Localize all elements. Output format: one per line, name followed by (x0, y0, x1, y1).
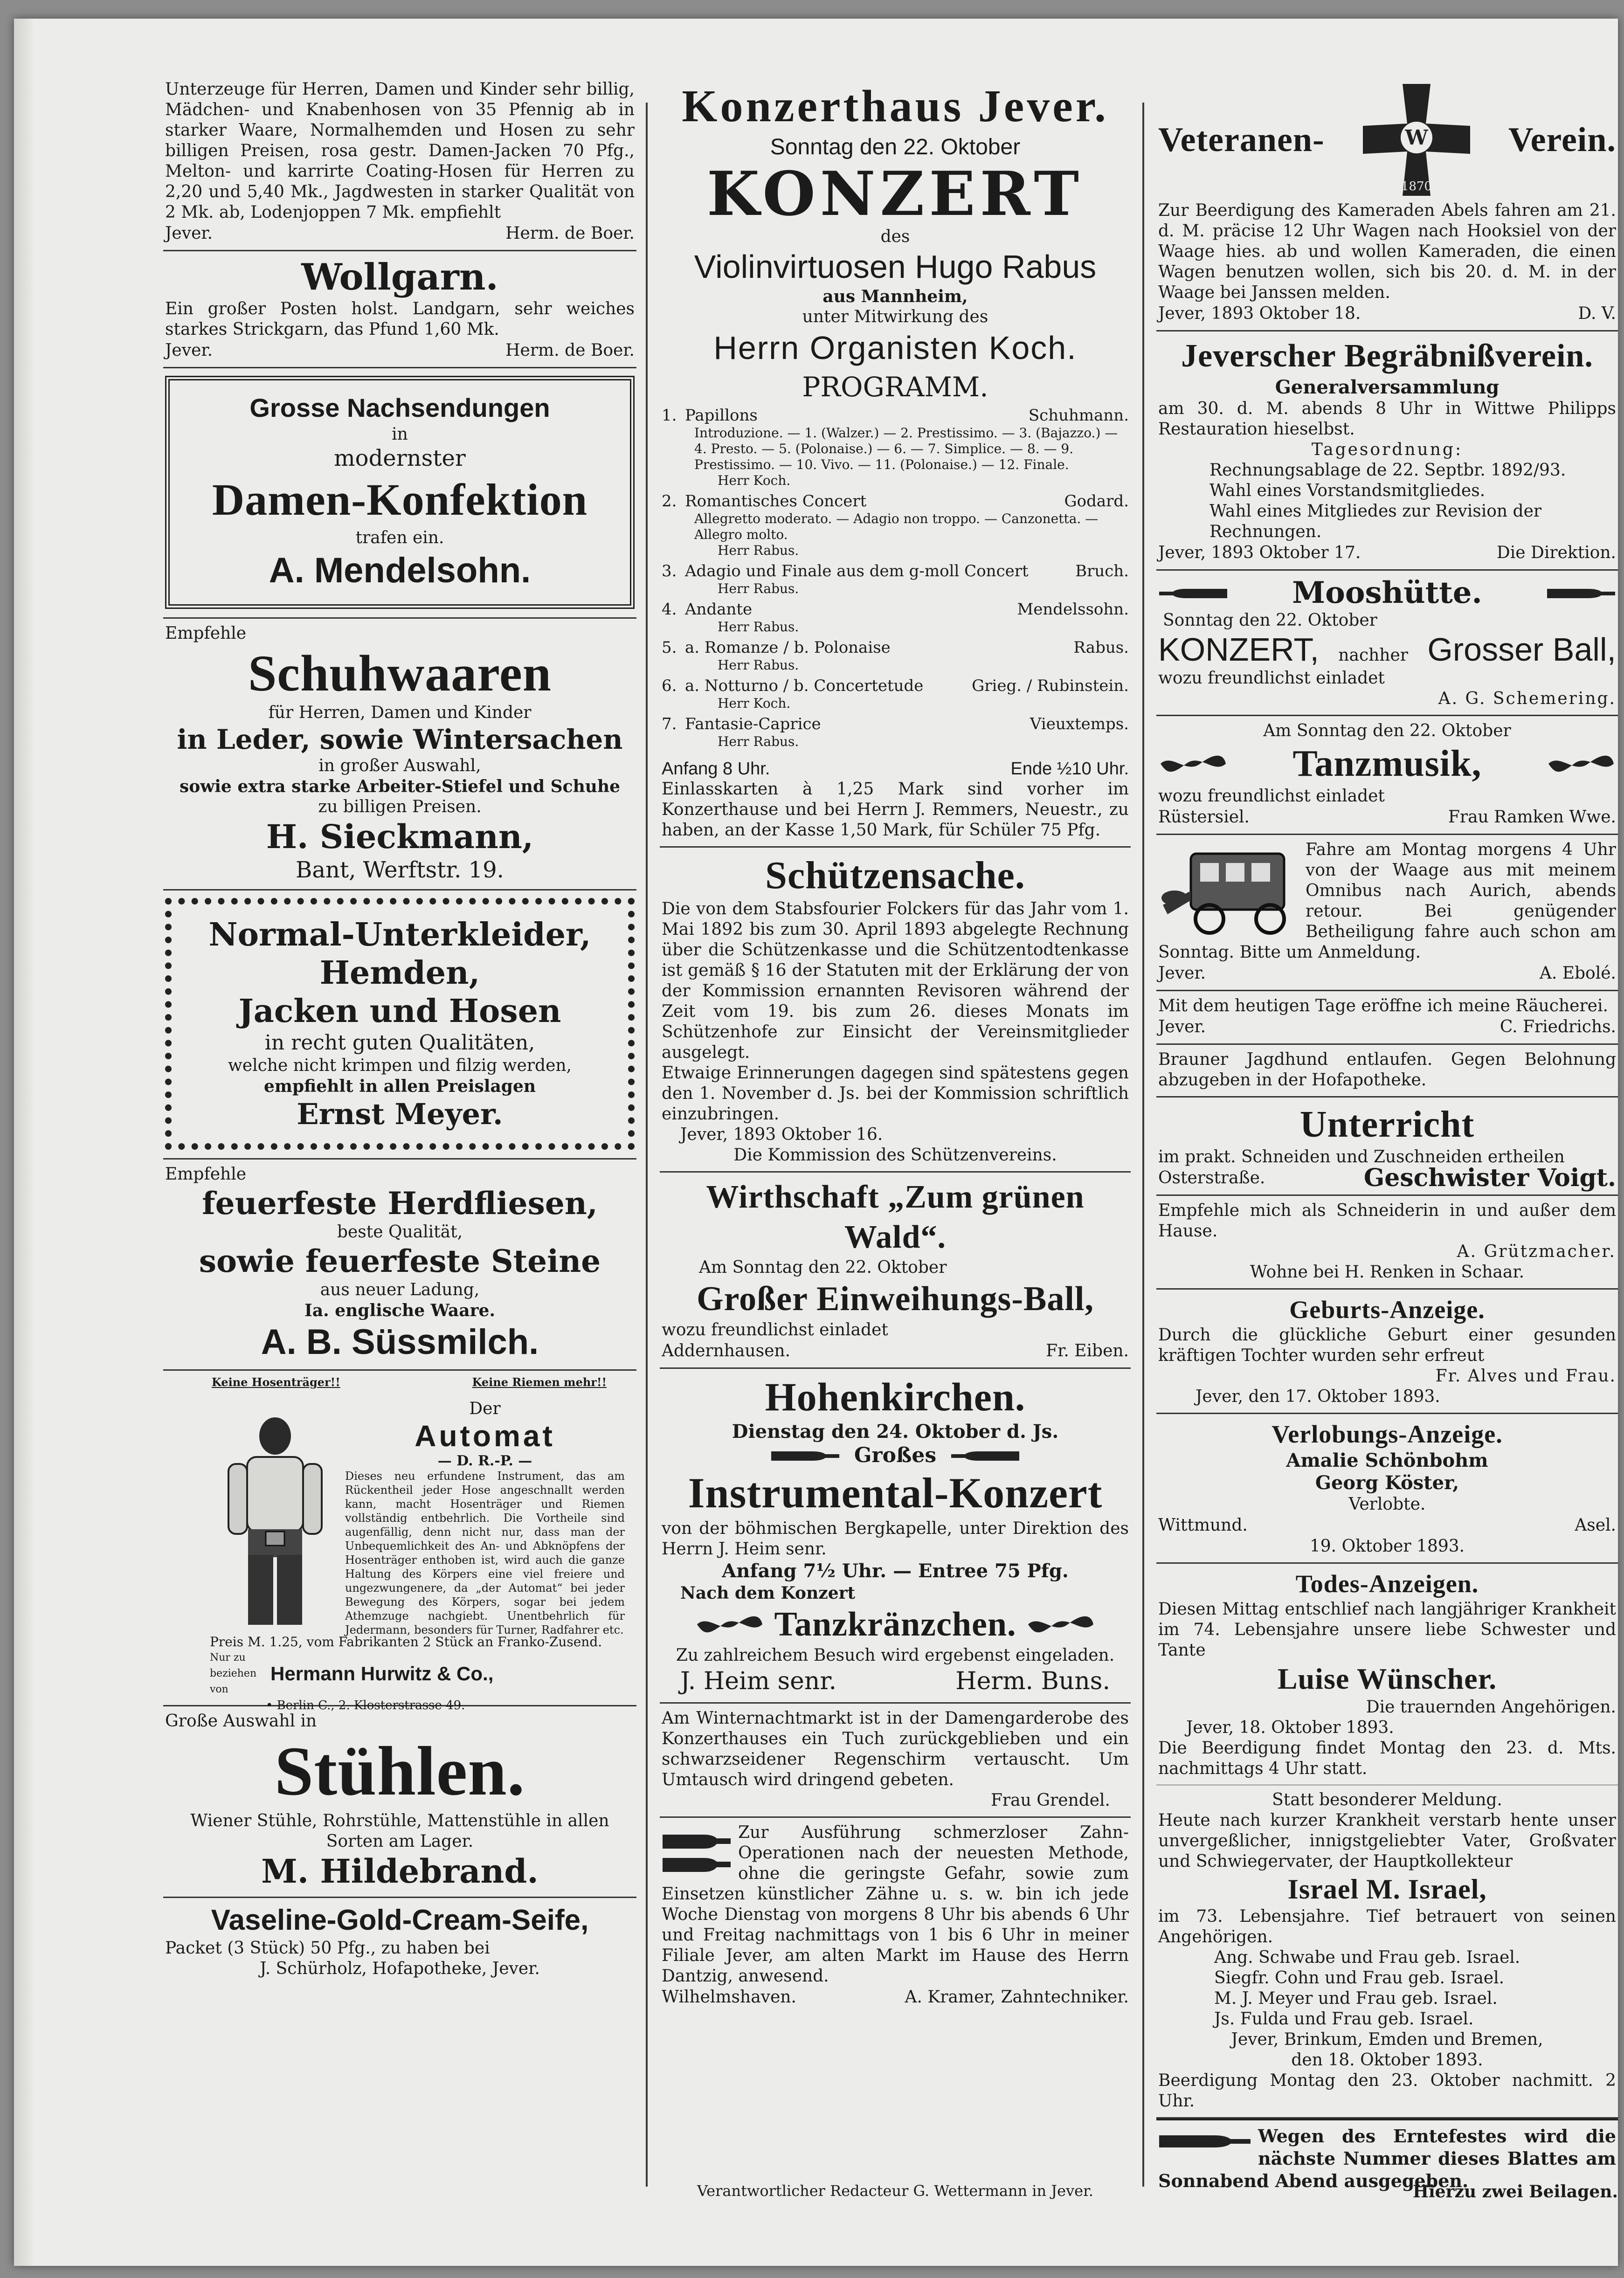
ad-headline: Tanzmusik, (1292, 743, 1482, 784)
ad-place: Jever. (165, 341, 213, 360)
ad-jagdhund (1156, 1045, 1618, 1098)
ad-place: Jever, Brinkum, Emden und Bremen, (1231, 2030, 1543, 2049)
ad-text: Beerdigung Montag den 23. Oktober nachmitt. 2 Uhr. (1158, 2071, 1616, 2111)
ad-line: Sonntag den 22. Oktober (1163, 611, 1377, 630)
ad-line: Wahl eines Vorstandsmitgliedes. (1209, 481, 1486, 500)
program-item-line (662, 714, 1129, 734)
program-item (662, 491, 1129, 559)
ad-text: Zur Ausführung schmerzloser Zahn-Operationen nach der neuesten Methode, ohne die geringste Gefahr, sowie zum Einsetzen künstlicher Zähne u. s. w. bin ich jede Woche Dienstag von morgens 8 Uhr bis abends 6 Uhr und Freitag nachmittags von 1 bis 6 Uhr in meiner Filiale Jever, am alten Markt im Hause des Herrn Dantzig, anwesend. (662, 1823, 1129, 1986)
ad-begraebnisverein (1156, 331, 1618, 571)
relative-entry: M. J. Meyer und Frau geb. Israel. (1214, 1989, 1498, 2008)
ad-place: Jever. (1158, 1017, 1206, 1036)
program-composer: Grieg. / Rubinstein. (972, 676, 1129, 695)
ad-text: Wegen des Erntefestes wird die nächste Nummer dieses Blattes am Sonnabend Abend ausgegeben. (1158, 2126, 1616, 2191)
ad-line: wozu freundlichst einladet (1158, 787, 1385, 806)
ad-text: Brauner Jagdhund entlaufen. Gegen Belohnung abzugeben in der Hofapotheke. (1158, 1050, 1616, 1090)
column-2 (660, 75, 1131, 2219)
program-left (662, 600, 752, 619)
ad-raeucherei (1156, 991, 1618, 1045)
ad-headline: sowie feuerfeste Steine (199, 1243, 601, 1279)
ad-line: Tagesordnung: (1311, 440, 1463, 459)
tanz-row (662, 1603, 1129, 1645)
page-edge (14, 19, 33, 2266)
ad-geburt (1156, 1290, 1618, 1414)
program-item-line (662, 638, 1129, 657)
ad-line: trafen ein. (355, 528, 444, 547)
ornament-icon (1158, 753, 1228, 774)
program-item (662, 406, 1129, 489)
ad-price: Preis M. 1.25, vom Fabrikanten 2 Stück an Franko-Zusend. (210, 1634, 602, 1650)
program-performer: Herr Koch. (718, 696, 791, 711)
ad-unterricht (1156, 1098, 1618, 1196)
ad-headline: Normal-Unterkleider, (208, 916, 591, 953)
ad-signature: M. Hildebrand. (261, 1852, 539, 1891)
ad-line: modernster (334, 445, 466, 471)
editor-footer: Verantwortlicher Redacteur G. Wettermann in Jever. (697, 2182, 1094, 2200)
ad-todesanzeige-wuenscher (1156, 1564, 1618, 1785)
program-left (662, 638, 891, 657)
ad-veteranen-verein (1156, 75, 1618, 331)
ad-headline: Tanzkränzchen. (774, 1605, 1016, 1643)
ad-line: in recht guten Qualitäten, (264, 1031, 535, 1055)
program-composer: Mendelssohn. (1017, 600, 1129, 619)
ad-signature: Herm. de Boer. (505, 224, 635, 243)
man-with-trousers-illustration (219, 1413, 331, 1632)
ad-headline: KONZERT (706, 158, 1084, 229)
ad-signature-row (1158, 542, 1616, 564)
ad-line: wozu freundlichst einladet (1158, 669, 1385, 688)
ad-line: Anfang 7½ Uhr. — Entree 75 Pfg. (722, 1560, 1069, 1582)
ad-signature: Frau Ramken Wwe. (1448, 808, 1616, 827)
ornament-icon (695, 1614, 765, 1635)
ad-headline: Geburts-Anzeige. (1289, 1296, 1485, 1324)
program-performer: Herr Rabus. (718, 581, 799, 596)
program-left (662, 491, 866, 511)
program-performer: Herr Rabus. (718, 657, 799, 673)
program-composer: Rabus. (1073, 638, 1129, 657)
ad-place-row (1158, 1515, 1616, 1536)
ad-line: aus neuer Ladung, (320, 1280, 480, 1299)
program-number: 1. (662, 406, 677, 425)
ad-vaseline (163, 1898, 636, 1985)
ad-signature-row (165, 340, 635, 361)
omnibus-illustration (1158, 840, 1298, 938)
ad-place: Rüstersiel. (1158, 808, 1250, 827)
ad-headline: Automat (415, 1419, 555, 1453)
ad-place: Jever. (165, 224, 213, 243)
relative-entry: Siegfr. Cohn und Frau geb. Israel. (1214, 1968, 1505, 1988)
pointing-hand-icon (950, 1445, 1020, 1466)
start-time: Anfang 8 Uhr. (662, 759, 770, 779)
ad-line: Statt besonderer Meldung. (1272, 1790, 1502, 1809)
ad-signature-row (1158, 303, 1616, 324)
moos-header (1158, 575, 1616, 610)
ad-text: Empfehle mich als Schneiderin in und außer dem Hause. (1158, 1201, 1616, 1241)
program-item (662, 714, 1129, 750)
ad-concert-rabus (660, 75, 1131, 848)
ad-text: Zur Beerdigung des Kameraden Abels fahren am 21. d. M. präcise 12 Uhr Wagen nach Hooksiel von der Waage hies. ab und wollen Kameraden, die einen Wagen benutzen wollen, sich bis 20. d. M. in der Waage bei Janssen melden. (1158, 201, 1616, 302)
program-piece: Adagio und Finale aus dem g-moll Concert (685, 562, 1029, 580)
ad-date: Jever, 1893 Oktober 18. (1158, 304, 1361, 323)
ad-line: Herrn Organisten Koch. (713, 330, 1077, 366)
ad-line: nachher (1338, 646, 1408, 665)
ad-date: den 18. Oktober 1893. (1291, 2050, 1483, 2070)
relatives-list (1158, 1947, 1616, 2029)
ad-line: in Leder, sowie Wintersachen (177, 724, 623, 755)
ad-line: sowie extra starke Arbeiter-Stiefel und Schuhe (179, 777, 621, 796)
ad-headline: Schuhwaaren (248, 645, 552, 702)
ad-suessmilch (163, 1160, 636, 1371)
ad-omnibus (1156, 835, 1618, 991)
ad-place: Wilhelmshaven. (662, 1988, 796, 2007)
ad-line: für Herren, Damen und Kinder (268, 703, 532, 722)
ad-date: Jever, 1893 Oktober 17. (1158, 543, 1361, 562)
ad-footer (210, 1634, 629, 1713)
ad-mendelsohn (163, 368, 636, 619)
moos-program (1158, 631, 1616, 668)
ad-line: Violinvirtuosen Hugo Rabus (694, 249, 1097, 285)
ad-signature-row (662, 1666, 1129, 1697)
ad-signature: H. Sieckmann, (266, 817, 534, 856)
ad-automat (163, 1371, 636, 1712)
ad-place: Wittmund. (1158, 1516, 1248, 1535)
ad-headline: Damen-Konfektion (212, 475, 588, 525)
ad-line: Keine Hosenträger!! (212, 1375, 340, 1389)
program-number: 2. (662, 492, 677, 511)
ad-place: Osterstraße. (1158, 1168, 1265, 1187)
ad-headline: Unterricht (1299, 1104, 1475, 1145)
ad-underwear-de-boer (163, 75, 636, 251)
ad-text: von der böhmischen Bergkapelle, unter Direktion des Herrn J. Heim senr. (662, 1519, 1129, 1559)
ad-headline: Todes-Anzeigen. (1295, 1570, 1479, 1598)
ad-signature: Fr. Eiben. (1046, 1341, 1129, 1360)
ornament-icon (1546, 753, 1616, 774)
program-movements: Allegretto moderato. — Adagio non troppo. — Canzonetta. — Allegro molto. (694, 511, 1099, 542)
ad-zahntechniker (660, 1818, 1131, 2014)
ad-ernst-meyer (163, 890, 636, 1160)
ad-signature: D. V. (1578, 304, 1616, 323)
ad-address: Bant, Werftstr. 19. (296, 857, 504, 883)
ad-line: Keine Riemen mehr!! (472, 1375, 607, 1389)
ad-line: Rechnungsablage de 22. Septbr. 1892/93. (1209, 461, 1566, 480)
ad-signature-row (1158, 1164, 1616, 1192)
program-item (662, 676, 1129, 711)
ad-line: welche nicht krimpen und filzig werden, (228, 1056, 572, 1075)
ad-address: • Berlin C., 2. Klosterstrasse 49. (266, 1698, 465, 1712)
ad-name: Georg Köster, (1315, 1472, 1459, 1494)
program-item-line (662, 676, 1129, 696)
ad-line: Generalversammlung (1275, 376, 1500, 398)
ad-text: Durch die glückliche Geburt einer gesunden kräftigen Tochter wurden sehr erfreut (1158, 1325, 1616, 1365)
ad-place: Asel. (1575, 1516, 1616, 1535)
program-item (662, 561, 1129, 597)
tanz-header (1158, 741, 1616, 786)
ad-date: Jever, 18. Oktober 1893. (1186, 1718, 1394, 1737)
ad-headline: Hohenkirchen. (765, 1374, 1026, 1419)
pointing-hand-icon (1158, 582, 1228, 604)
ad-line: in (392, 425, 408, 444)
ad-schneiderin (1156, 1196, 1618, 1290)
ad-headline: Hemden, (319, 954, 480, 992)
program-item-line (662, 561, 1129, 581)
ad-signature: Fr. Alves und Frau. (1435, 1367, 1616, 1386)
ad-line: Nur zu beziehen von (210, 1652, 257, 1695)
ad-hohenkirchen (660, 1369, 1131, 1704)
ad-body (345, 1399, 625, 1637)
ad-text: am 30. d. M. abends 8 Uhr in Wittwe Philipps Restauration hieselbst. (1158, 399, 1616, 439)
ad-text: Fahre am Montag morgens 4 Uhr von der Waage aus mit meinem Omnibus nach Aurich, abends retour. Bei genügender Betheiligung fahre auch schon am Sonntag. Bitte um Anmeldung. (1158, 840, 1616, 962)
ad-line: Sonntag den 22. Oktober (770, 135, 1021, 159)
ad-headline: Instrumental-Konzert (688, 1469, 1103, 1517)
ad-signature: A. Ebolé. (1539, 964, 1616, 983)
ad-text: Etwaige Erinnerungen dagegen sind spätestens gegen den 1. November d. Js. bei der Kommission schriftlich einzubringen. (662, 1063, 1129, 1124)
ad-signature: Herm. de Boer. (505, 341, 635, 360)
ad-text: Die von dem Stabsfourier Folckers für das Jahr vom 1. Mai 1892 bis zum 30. April 1893 abgelegte Rechnung über die Schützenkasse und die Schützentodtenkasse ist gemäß § 16 der Statuten mit der Erklärung der von der Kommission ernannten Revisoren während der Zeit vom 19. bis zum 26. dieses Monats im Schützenhofe zur Einsicht der Vereinsmitglieder ausgelegt. (662, 899, 1129, 1062)
ad-signature: Die Kommission des Schützenvereins. (733, 1146, 1057, 1165)
program-piece: Romantisches Concert (685, 492, 867, 511)
ad-signature: Geschwister Voigt. (1363, 1164, 1616, 1192)
ad-headline: Verlobungs-Anzeige. (1272, 1420, 1503, 1448)
pointing-hand-icon (662, 1825, 732, 1881)
program-item (662, 600, 1129, 635)
ad-headline: feuerfeste Herdfliesen, (202, 1185, 598, 1222)
ad-line: Packet (3 Stück) 50 Pfg., zu haben bei (165, 1939, 490, 1958)
ad-todesanzeige-israel (1156, 1785, 1618, 2119)
program-list (662, 406, 1129, 750)
ad-text: Diesen Mittag entschlief nach langjähriger Krankheit im 74. Lebensjahre unsere liebe Schwester und Tante (1158, 1600, 1616, 1660)
program-number: 4. (662, 600, 677, 619)
ad-headline: Mooshütte. (1292, 575, 1482, 610)
ad-headline: Verein. (1508, 120, 1616, 159)
ad-date: Jever, 1893 Oktober 16. (680, 1125, 883, 1144)
program-item-line (662, 491, 1129, 511)
ad-signature: Frau Grendel. (990, 1791, 1110, 1810)
program-number: 3. (662, 562, 677, 580)
cross-letter: W (1405, 126, 1428, 150)
program-performer: Herr Rabus. (718, 619, 799, 635)
ad-name: Luise Wünscher. (1277, 1662, 1497, 1695)
ad-signature: Die Direktion. (1496, 543, 1616, 562)
ad-name: Amalie Schönbohm (1286, 1450, 1488, 1471)
ad-line: aus Mannheim, (822, 287, 968, 306)
program-left (662, 406, 758, 425)
ad-text: Mit dem heutigen Tage eröffne ich meine Räucherei. (1158, 996, 1608, 1015)
ad-text: Die Beerdigung findet Montag den 23. d. Mts. nachmittags 4 Uhr statt. (1158, 1739, 1616, 1778)
column-3 (1156, 75, 1618, 2219)
end-time: Ende ½10 Uhr. (1010, 759, 1129, 779)
program-number: 5. (662, 638, 677, 657)
ad-headline: Stühlen. (274, 1733, 525, 1810)
ad-signature: C. Friedrichs. (1500, 1017, 1616, 1036)
ad-headline: Grosser Ball, (1427, 631, 1616, 668)
ad-line: Empfehle (165, 1165, 247, 1184)
ad-signature: A. Mendelsohn. (269, 551, 531, 590)
ad-signature-row (165, 223, 635, 244)
ad-line: zu billigen Preisen. (318, 797, 482, 816)
program-item-line (662, 600, 1129, 619)
ad-headline: Wirthschaft „Zum grünen Wald“. (706, 1179, 1085, 1255)
program-performer: Herr Rabus. (718, 734, 799, 749)
ad-signature: A. Grützmacher. (1457, 1242, 1616, 1261)
ad-headline: KONZERT, (1158, 631, 1319, 668)
ornamental-frame (165, 376, 635, 609)
ad-line: Am Sonntag den 22. Oktober (699, 1258, 947, 1277)
program-number: 7. (662, 715, 677, 733)
ad-line: wozu freundlichst einladet (662, 1320, 888, 1339)
ad-text: Dieses neu erfundene Instrument, das am Rückentheil jeder Hose angeschnallt werden kann, macht Hosenträger und Riemen vollständig entbehrlich. Die Vortheile sind augenfällig, denn nicht nur, dass man der Unbequemlichkeit des An- und Abknöpfens der Hosenträger enthoben ist, wird auch die ganze Haltung des Körpers eine viel freiere und ungezwungenere, da „der Automat“ bei jeder Bewegung des Körpers, sogar bei jedem Athemzuge nachgiebt. Unentbehrlich für Jedermann, besonders für Turner, Radfahrer etc. (345, 1470, 625, 1636)
ad-headline: Schützensache. (765, 854, 1025, 897)
column-rule (646, 103, 648, 2187)
ad-schuetzensache (660, 848, 1131, 1173)
relative-entry: Js. Fulda und Frau geb. Israel. (1214, 2009, 1474, 2029)
ad-line: beste Qualität, (337, 1222, 463, 1242)
ad-verlobung (1156, 1414, 1618, 1564)
ad-title: Wollgarn. (301, 256, 498, 298)
ad-signature: A. B. Süssmilch. (261, 1322, 539, 1362)
program-piece: Fantasie-Caprice (685, 715, 821, 733)
concert-times (662, 759, 1129, 779)
ad-sieckmann (163, 619, 636, 890)
ad-signature-row (1158, 963, 1616, 984)
pointing-hand-icon (770, 1445, 840, 1466)
ad-date: 19. Oktober 1893. (1309, 1537, 1465, 1556)
ad-line: im prakt. Schneiden und Zuschneiden ertheilen (1158, 1147, 1565, 1167)
ad-text: Unterzeuge für Herren, Damen und Kinder sehr billig, Mädchen- und Knabenhosen von 35 Pfennig ab in starker Waare, Normalhemden und Hosen zu sehr billigen Preisen, rosa gestr. Damen-Jacken 70 Pfg., Melton- und karrirte Coating-Hosen für Herren zu 2,20 und 5,40 Mk., Jagdwesten in starker Qualität von 2 Mk. ab, Lodenjoppen 7 Mk. empfiehlt (165, 80, 635, 222)
ad-headline: Großer Einweihungs-Ball, (697, 1280, 1094, 1318)
ad-headline: Vaseline-Gold-Cream-Seife, (211, 1904, 589, 1936)
program-title: PROGRAMM. (802, 371, 988, 403)
ad-text: Am Winternachtmarkt ist in der Damengarderobe des Konzerthauses ein Tuch zurückgeblieben und ein schwarzseidener Regenschirm vertauscht. Um Umtausch wird dringend gebeten. (662, 1709, 1129, 1789)
ad-regenschirm (660, 1704, 1131, 1818)
ad-line: Große Auswahl in (165, 1712, 317, 1731)
ad-line: Zu zahlreichem Besuch wird ergebenst eingeladen. (676, 1646, 1115, 1665)
ad-line: Wohne bei H. Renken in Schaar. (1250, 1263, 1525, 1282)
program-movements: Introduzione. — 1. (Walzer.) — 2. Prestissimo. — 3. (Bajazzo.) — 4. Presto. — 5. (Polonaise.) — 6. — 7. Simplice. — 8. — 9. Prestissimo. — 10. Vivo. — 11. (Polonaise.) — 12. Finale. (694, 425, 1118, 472)
ad-text: Heute nach kurzer Krankheit verstarb hente unser unvergeßlicher, innigstgeliebter Vater, Großvater und Schwiegervater, der Hauptkollekteur (1158, 1811, 1616, 1871)
ad-text: im 73. Lebensjahre. Tief betrauert von seinen Angehörigen. (1158, 1907, 1616, 1947)
ad-firm-row (210, 1650, 629, 1698)
program-number: 6. (662, 676, 677, 695)
ad-signature: A. G. Schemering. (1438, 689, 1616, 708)
ad-signature: Hermann Hurwitz & Co., (270, 1663, 494, 1684)
ticket-info: Einlasskarten à 1,25 Mark sind vorher im Konzerthause und bei Herrn J. Remmers, Neuestr., zu haben, an der Kasse 1,50 Mark, für Schüler 75 Pfg. (662, 780, 1129, 840)
ad-wollgarn (163, 251, 636, 368)
program-piece: Papillons (685, 406, 758, 425)
ad-name: Israel M. Israel, (1287, 1874, 1487, 1905)
ad-line: empfiehlt in allen Preislagen (263, 1077, 536, 1096)
ad-date: Jever, den 17. Oktober 1893. (1196, 1387, 1440, 1406)
ad-line: unter Mitwirkung des (802, 307, 988, 326)
ad-signature: J. Schürholz, Hofapotheke, Jever. (260, 1959, 540, 1978)
ad-signature-row (662, 1987, 1129, 2008)
program-piece: Andante (685, 600, 753, 619)
ad-line: Verlobte. (1348, 1495, 1426, 1514)
ad-headline: Jeverscher Begräbnißverein. (1181, 338, 1593, 374)
program-composer: Vieuxtemps. (1030, 715, 1129, 733)
hands-row (662, 1443, 1129, 1467)
ad-headline: Jacken und Hosen (238, 993, 561, 1030)
ornamental-frame (165, 898, 635, 1150)
newspaper-page (14, 19, 1618, 2266)
cross-year: 1870 (1401, 179, 1432, 193)
ad-signature: A. Kramer, Zahntechniker. (905, 1988, 1129, 2007)
ad-line: Großes (854, 1443, 937, 1467)
ad-mooshuette (1156, 571, 1618, 716)
program-left (662, 714, 821, 734)
pointing-hand-icon (1158, 2127, 1251, 2155)
program-left (662, 561, 1029, 581)
program-composer: Bruch. (1075, 562, 1129, 580)
ad-text: Wiener Stühle, Rohrstühle, Mattenstühle in allen Sorten am Lager. (190, 1811, 609, 1851)
ad-text: Ein großer Posten holst. Landgarn, sehr weiches starkes Strickgarn, das Pfund 1,60 Mk. (165, 299, 635, 339)
ad-line: in großer Auswahl, (318, 756, 481, 775)
relative-entry: Ang. Schwabe und Frau geb. Israel. (1214, 1948, 1520, 1967)
ad-line: — D. R.-P. — (437, 1453, 532, 1469)
veteran-header (1158, 79, 1616, 200)
iron-cross-icon (1356, 79, 1477, 200)
ornament-icon (1026, 1614, 1096, 1635)
ad-signature: Die trauernden Angehörigen. (1366, 1698, 1616, 1717)
ad-top-row (165, 1375, 635, 1389)
ad-signature: Herm. Buns. (955, 1667, 1110, 1695)
program-left (662, 676, 923, 696)
program-piece: a. Notturno / b. Concertetude (685, 676, 924, 695)
ad-place: Addernhausen. (662, 1341, 791, 1360)
ad-line: Empfehle (165, 624, 247, 643)
ad-line: Grosse Nachsendungen (249, 393, 550, 422)
ad-line: Dienstag den 24. Oktober d. Js. (732, 1421, 1059, 1443)
ad-line: Am Sonntag den 22. Oktober (1263, 721, 1511, 740)
ad-tanzmusik (1156, 716, 1618, 835)
ad-line: Nach dem Konzert (680, 1583, 856, 1603)
ad-signature-row (1158, 807, 1616, 828)
program-item (662, 638, 1129, 673)
program-piece: a. Romanze / b. Polonaise (685, 638, 891, 657)
ad-signature-row (1158, 1016, 1616, 1038)
ad-line: Wahl eines Mitgliedes zur Revision der Rechnungen. (1209, 502, 1542, 541)
ad-signature-row (662, 1340, 1129, 1362)
program-composer: Godard. (1064, 492, 1129, 511)
pointing-hand-icon (1546, 582, 1616, 604)
supplements-note: Hierzu zwei Beilagen. (1412, 2182, 1618, 2202)
ad-line: des (880, 227, 910, 246)
ad-signature: Ernst Meyer. (297, 1097, 503, 1131)
ad-line: Der (469, 1399, 501, 1418)
column-1 (163, 75, 636, 2219)
program-performer: Herr Rabus. (718, 543, 799, 558)
ad-gruener-wald (660, 1173, 1131, 1369)
program-item-line (662, 406, 1129, 425)
ad-headline: Veteranen- (1158, 120, 1325, 159)
program-performer: Herr Koch. (718, 473, 791, 488)
ad-headline: Konzerthaus Jever. (682, 81, 1109, 131)
program-composer: Schuhmann. (1028, 406, 1129, 425)
ad-hildebrand (163, 1706, 636, 1898)
ad-signature: J. Heim senr. (680, 1667, 837, 1695)
column-rule (1142, 103, 1144, 2187)
ad-line: Ia. englische Waare. (304, 1301, 495, 1320)
ad-place: Jever. (1158, 964, 1206, 983)
